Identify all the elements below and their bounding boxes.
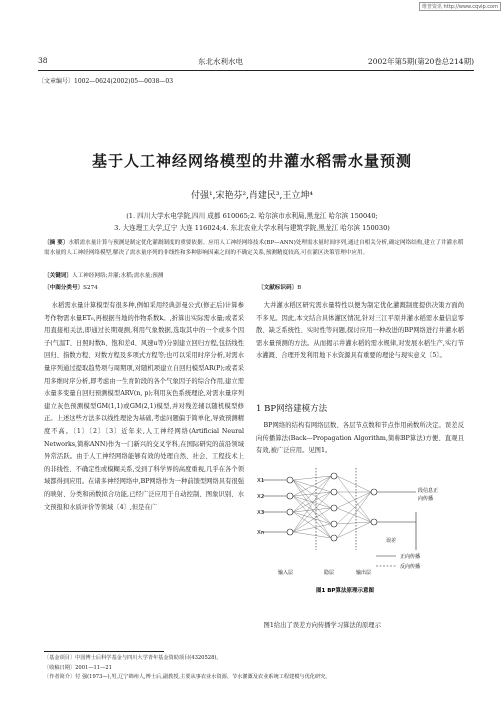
after-figure-text: 图1给出了误差方向传播学习算法的原理示 [263, 622, 381, 629]
input-node [287, 477, 293, 483]
hidden-layer-label: 隐层 [324, 570, 335, 576]
forward-legend: 正向传播 [400, 554, 421, 560]
backward-legend: 反向传播 [400, 564, 421, 570]
doc-code [258, 283, 301, 293]
clc-value: S274 [83, 285, 98, 291]
output-node [371, 489, 377, 495]
hidden-node [331, 473, 337, 479]
received-note: 〔收稿日期〕2001—11—21 [44, 664, 112, 671]
hidden-node [331, 535, 337, 541]
journal-name: 东北水利水电 [198, 57, 243, 66]
page-title: 基于人工神经网络模型的井灌水稻需水量预测 [91, 152, 412, 170]
issue-info: 2002年第5期(第20卷总214期) [367, 57, 474, 66]
section-heading: 1 BP网络建模方法 [256, 404, 328, 414]
input-label: X3 [257, 510, 265, 516]
input-layer-label: 输入层 [278, 570, 294, 576]
error-label: 误差 [386, 538, 397, 544]
footnote-rule [44, 651, 164, 652]
header-rule [38, 70, 474, 71]
body-paragraph: 大井灌水稻区研究需水量特性以便为制定优化灌溉制度提供决策方面尚不多见。因此,本文结合具体灌区情况,针对三江平原井灌水稻需水量信息零散、缺乏系统性、实时性等问题,探讨应用一种改进的BP网络进行井灌水稻需水量预测的方法。从而揭示井灌水稻的需水规律,对发展水稻生产,实行节水灌溉、合理开发利用地下水资源具有重要的理论与现实意义〔5〕。 [256, 302, 464, 360]
abstract-text: 水稻需水量计算与预测是制定优化灌溉制度的重要依据。应用人工神经网络技术(BP—ANN)处理需水量时间序列,通过自相关分析,确定网络结构,建立了井灌水稻需水量的人工神经网络模型,解决了需水量序列的非线性和多种影响因素之间的不确定关系,预测精度较高,可在灌区决策管理中应用。 [44, 240, 464, 256]
body-paragraph: 水稻需水量计算模型有很多种,例如采用经典彭曼公式(修正后)计算参考作物需水量ET₀,再根据当地的作物系数k。,折算出实际需水量;或者采用直接相关法,即通过长期观测,利用气象数据,选取其中的一个或多个因子(气温T、日照时数h、饱和差d、风速u等)分别建立回归方程,包括线性回归、指数方程、对数方程及多项式方程等;也可以采用时序分析,对需水量序列通过提取趋势项与周期项,对随机项建立自回归模型AR(P);或者采用多维时序分析,即考虑由一生育阶段的各个气象因子的综合作用,建立需水量多变量自回归预测模型ARV(n, p);利用灰色系统理论,对需水量序列建立灰色预测模型GM(1,1)或GM(2,1)模型,并对残差辅以随机模型修正。上述这些方法多以线性理论为基础,考虑问题偏于简单化,导致预测精度不高。〔1〕〔2〕〔3〕近年来,人工神经网络(Artificial Neural Networks,简称ANN)作为一门新兴的交叉学科,在国际研究的前沿领域异常活跃。由于人工神经网络能够有效的处理自然、社会、工程技术上的非线性、不确定性或模糊关系,受到了科学界的高度重视,几乎在各个领域都得到应用。在诸多神经网络中,BP网络作为一种前馈型网络具有很强的映射、分类和函数拟合功能,已经广泛应用于自动控制、图象识别、水文预报和水质评价等领域〔4〕,但是在广 [44, 302, 244, 511]
input-label: Xn [257, 530, 265, 536]
doc-code-label: 〔文献标识码〕 [258, 285, 298, 291]
figure-caption: 图1 BP算法原理示意图 [316, 588, 374, 594]
abstract [44, 238, 464, 258]
input-node [287, 509, 293, 515]
right-label: 向传播 [418, 496, 434, 502]
watermark: 维普资讯 http://www.cqvip.com [419, 2, 501, 11]
affiliation-line-2: 3. 大连理工大学,辽宁 大连 116024;4. 东北农业大学水利与建筑学院,黑龙江 哈尔滨 150030) [114, 224, 390, 232]
bp-diagram [256, 462, 468, 612]
section-text: BP网络的结构有网络层数、各层节点数和节点作用函数所决定。误差反向传播算法(Back—Propagation Algorithm,简称BP算法)方便、直观且有效,被广泛应用。见图1。 [256, 422, 464, 455]
hidden-node [331, 505, 337, 511]
output-node [371, 519, 377, 525]
author-note: 〔作者简介〕付 强(1973—),男,辽宁锦州人,博士后,副教授,主要从事农业水资源、节水灌溉及农业系统工程建模与优化研究。 [44, 674, 331, 680]
connections [293, 476, 371, 538]
hidden-node [331, 521, 337, 527]
doc-number: 〔文章编号〕1002—0624(2002)05—0038—03 [38, 78, 174, 85]
output-layer-label: 输出层 [356, 570, 372, 576]
right-label: 段信息正 [418, 488, 439, 494]
affiliation-line-1: (1. 四川大学水电学院,四川 成都 610065;2. 哈尔滨市水利局,黑龙江 哈尔滨 150040; [126, 212, 378, 220]
doc-code-value: B [297, 285, 302, 291]
keywords [44, 271, 464, 281]
right-column [256, 300, 464, 363]
keywords-label: 〔关键词〕 [44, 273, 72, 279]
authors: 付强¹,宋艳芬²,肖建民³,王立坤⁴ [190, 191, 313, 201]
footnotes [44, 654, 464, 683]
input-node [287, 493, 293, 499]
input-node [287, 529, 293, 535]
clc [44, 283, 98, 293]
abstract-label: 〔摘 要〕 [44, 240, 69, 246]
page-number: 38 [38, 56, 48, 65]
fund-note: 〔基金项目〕中国博士后科学基金与四川大学青年基金资助项目(4320528)。 [44, 655, 222, 661]
hidden-node [331, 489, 337, 495]
clc-label: 〔中图分类号〕 [44, 285, 84, 291]
left-column [44, 300, 244, 514]
input-label: X1 [257, 478, 265, 484]
keywords-text: 人工神经网络;井灌;水稻;需水量;预测 [71, 273, 164, 279]
input-label: X2 [257, 494, 265, 500]
